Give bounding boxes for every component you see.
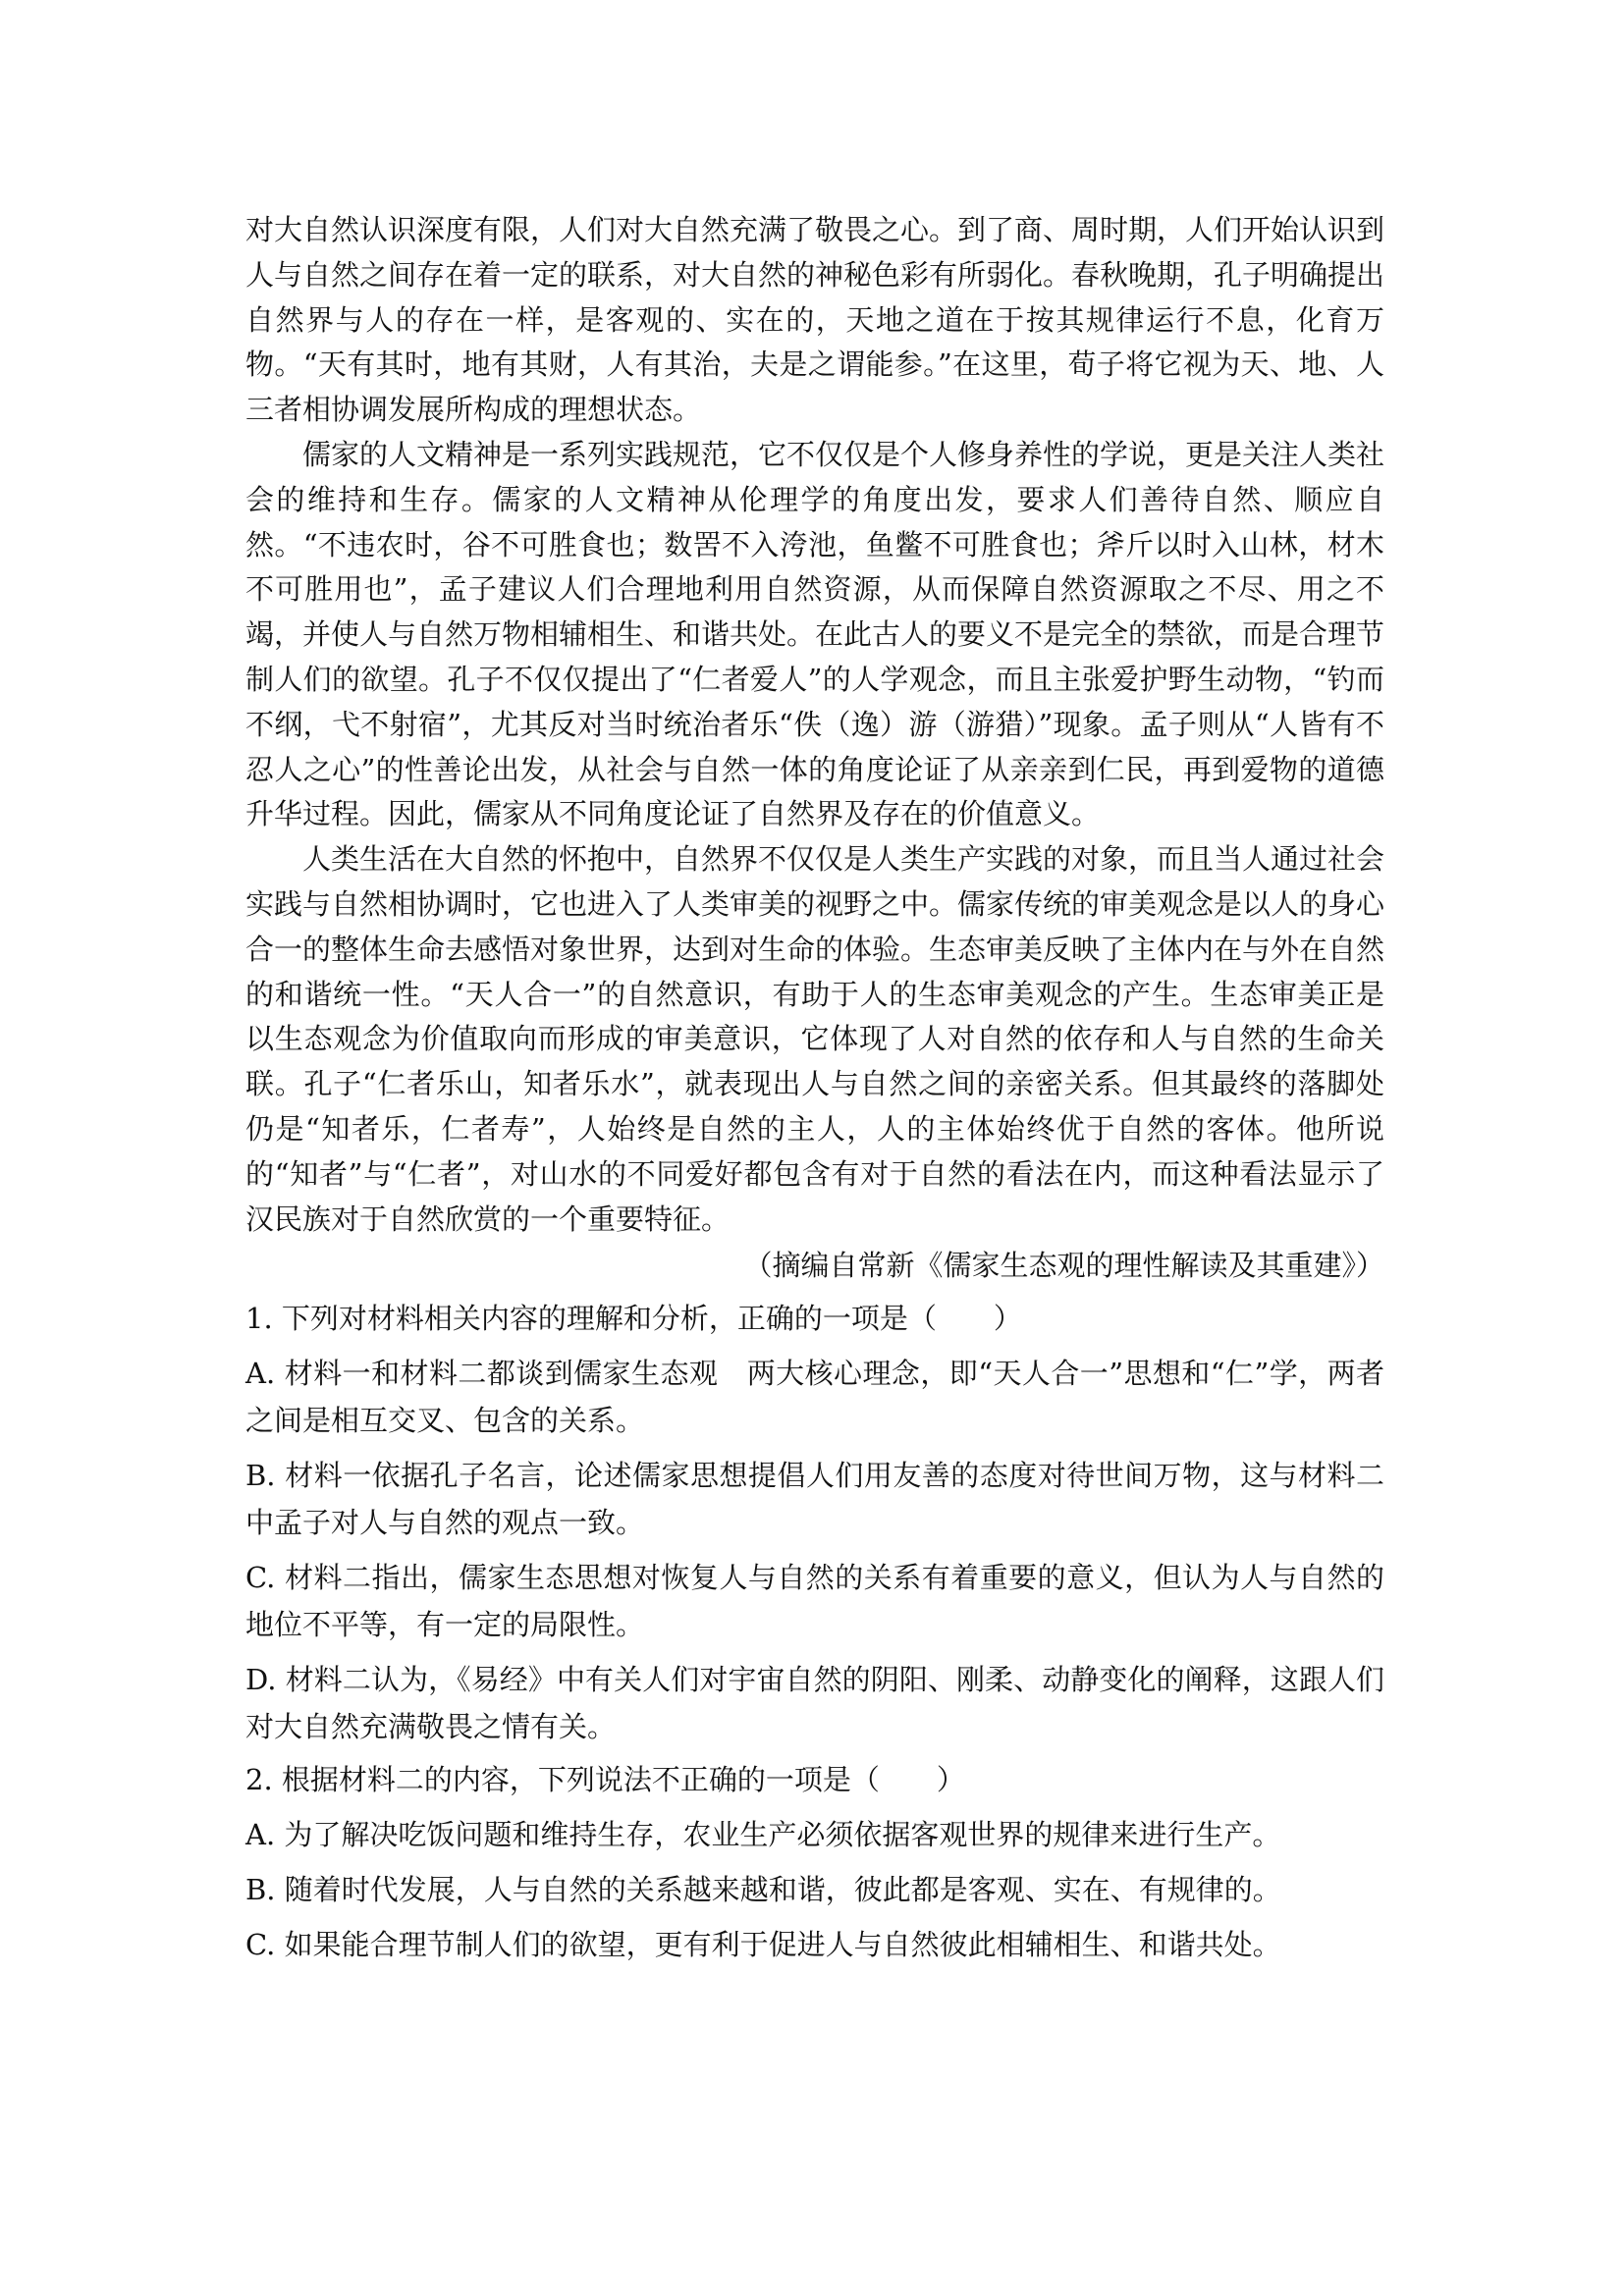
passage-paragraph-3: 人类生活在大自然的怀抱中，自然界不仅仅是人类生产实践的对象，而且当人通过社会实践与自然相协调时，它也进入了人类审美的视野之中。儒家传统的审美观念是以人的身心合一的整体生命去感悟对象世界，达到对生命的体验。生态审美反映了主体内在与外在自然的和谐统一性。“天人合一”的自然意识，有助于人的生态审美观念的产生。生态审美正是以生态观念为价值取向而形成的审美意识，它体现了人对自然的依存和人与自然的生命关联。孔子“仁者乐山，知者乐水”，就表现出人与自然之间的亲密关系。但其最终的落脚处仍是“知者乐，仁者寿”，人始终是自然的主人，人的主体始终优于自然的客体。他所说的“知者”与“仁者”，对山水的不同爱好都包含有对于自然的看法在内，而这种看法显示了汉民族对于自然欣赏的一个重要特征。 <box>245 842 1385 1236</box>
question-1-option-a: A. 材料一和材料二都谈到儒家生态观 两大核心理念，即“天人合一”思想和“仁”学，两者之间是相互交叉、包含的关系。 <box>245 1356 1384 1437</box>
question-2-option-a: A. 为了解决吃饭问题和维持生存，农业生产必须依据客观世界的规律来进行生产。 <box>245 1817 1281 1851</box>
question-2-stem: 2. 根据材料二的内容，下列说法不正确的一项是（ ） <box>245 1762 965 1796</box>
question-1-option-b: B. 材料一依据孔子名言，论述儒家思想提倡人们用友善的态度对待世间万物，这与材料二中孟子对人与自然的观点一致。 <box>245 1458 1384 1539</box>
question-2-option-b: B. 随着时代发展，人与自然的关系越来越和谐，彼此都是客观、实在、有规律的。 <box>245 1872 1281 1906</box>
document-body <box>245 208 1384 1968</box>
question-2-option-c: C. 如果能合理节制人们的欲望，更有利于促进人与自然彼此相辅相生、和谐共处。 <box>245 1927 1281 1961</box>
question-1-option-d: D. 材料二认为，《易经》中有关人们对宇宙自然的阴阳、刚柔、动静变化的阐释，这跟人们对大自然充满敬畏之情有关。 <box>245 1662 1384 1743</box>
passage-paragraph-1: 对大自然认识深度有限，人们对大自然充满了敬畏之心。到了商、周时期，人们开始认识到人与自然之间存在着一定的联系，对大自然的神秘色彩有所弱化。春秋晚期，孔子明确提出自然界与人的存在一样，是客观的、实在的，天地之道在于按其规律运行不息，化育万物。“天有其时，地有其财，人有其治，夫是之谓能参。”在这里，荀子将它视为天、地、人三者相协调发展所构成的理想状态。 <box>245 213 1385 427</box>
question-1 <box>245 1297 1384 1750</box>
question-1-option-c: C. 材料二指出，儒家生态思想对恢复人与自然的关系有着重要的意义，但认为人与自然的地位不平等，有一定的局限性。 <box>245 1560 1384 1641</box>
question-1-stem: 1. 下列对材料相关内容的理解和分析，正确的一项是（ ） <box>245 1302 1022 1336</box>
passage-source-citation: （摘编自常新《儒家生态观的理性解读及其重建》） <box>743 1249 1384 1283</box>
question-list <box>245 1297 1384 1968</box>
question-2 <box>245 1758 1384 1968</box>
passage-paragraph-2: 儒家的人文精神是一系列实践规范，它不仅仅是个人修身养性的学说，更是关注人类社会的维持和生存。儒家的人文精神从伦理学的角度出发，要求人们善待自然、顺应自然。“不违农时，谷不可胜食也；数罟不入洿池，鱼鳖不可胜食也；斧斤以时入山林，材木不可胜用也”，孟子建议人们合理地利用自然资源，从而保障自然资源取之不尽、用之不竭，并使人与自然万物相辅相生、和谐共处。在此古人的要义不是完全的禁欲，而是合理节制人们的欲望。孔子不仅仅提出了“仁者爱人”的人学观念，而且主张爱护野生动物，“钓而不纲，弋不射宿”，尤其反对当时统治者乐“佚（逸）游（游猎）”现象。孟子则从“人皆有不忍人之心”的性善论出发，从社会与自然一体的角度论证了从亲亲到仁民，再到爱物的道德升华过程。因此，儒家从不同角度论证了自然界及存在的价值意义。 <box>245 437 1385 831</box>
